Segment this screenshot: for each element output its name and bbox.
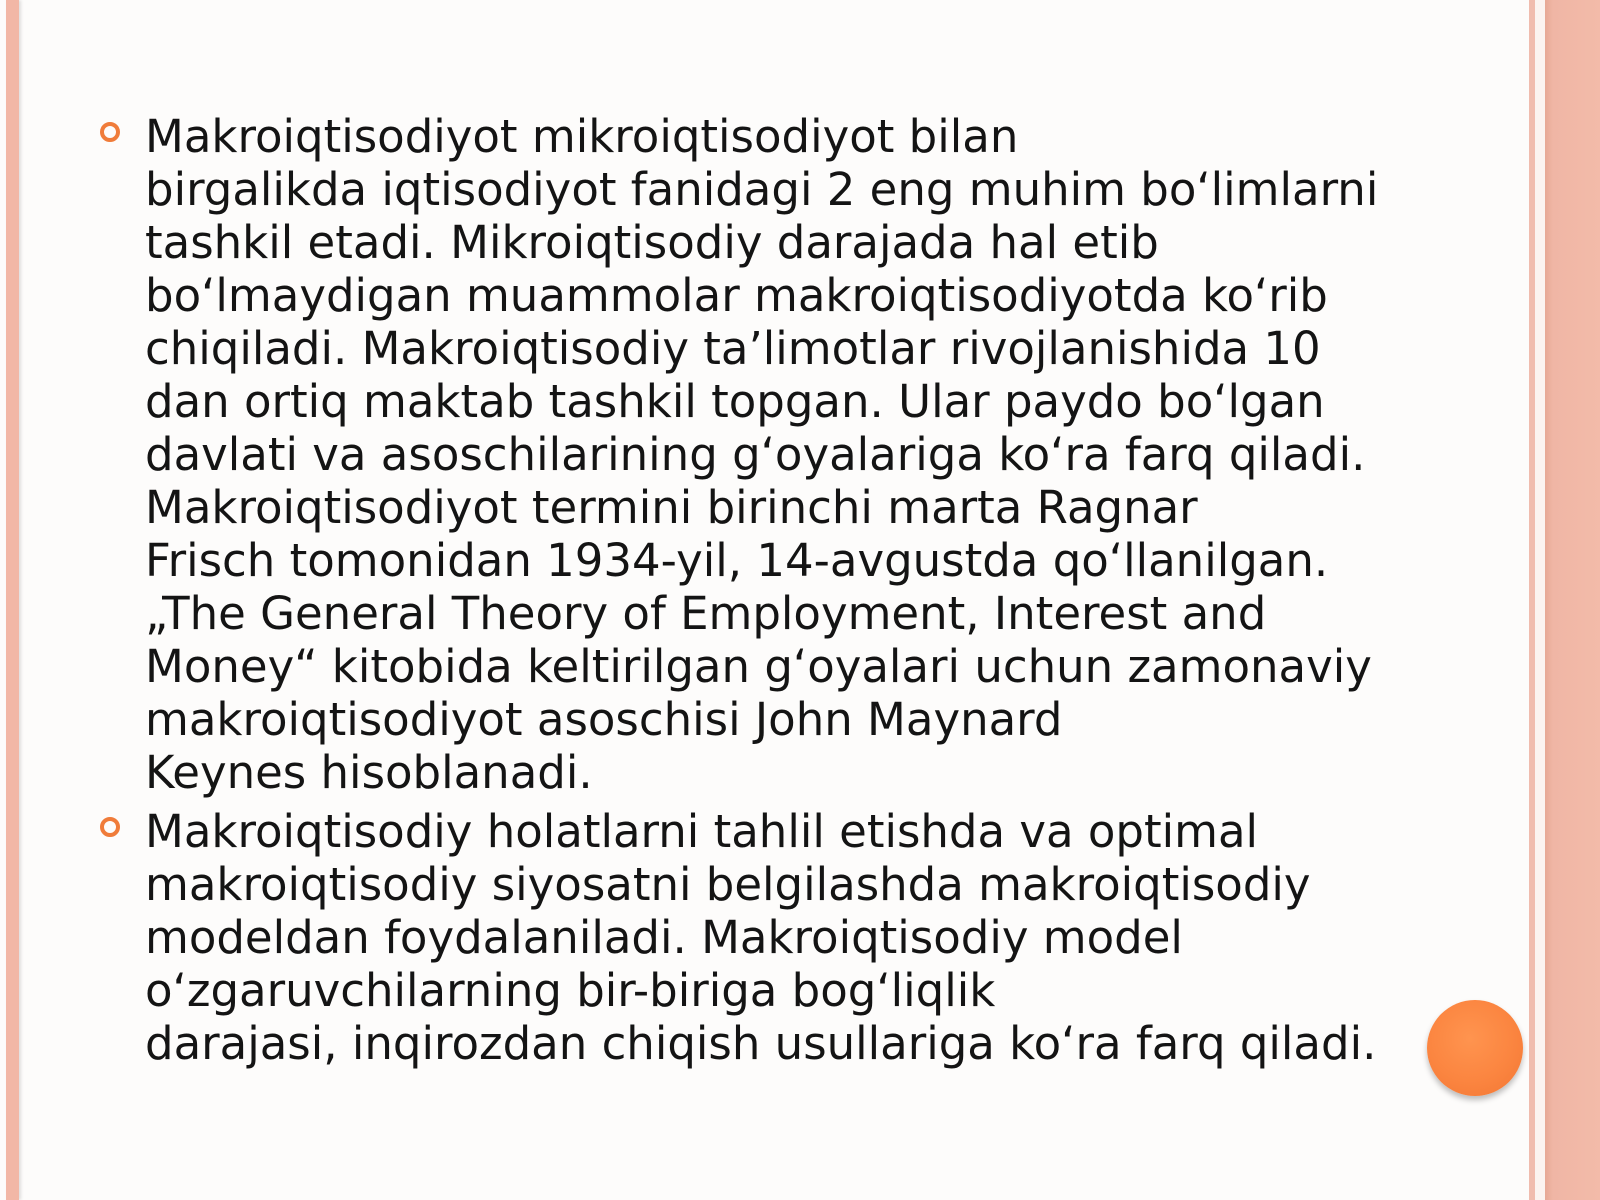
bullet-item-2 (95, 805, 1425, 1070)
bullet-text-1: Makroiqtisodiyot mikroiqtisodiyot bilan birgalikda iqtisodiyot fanidagi 2 eng muhim boʻlimlarni tashkil etadi. Mikroiqtisodiy darajada hal etib boʻlmaydigan muammolar makroiqtisodiyotda koʻrib chiqiladi. Makroiqtisodiy taʼlimotlar rivojlanishida 10 dan ortiq maktab tashkil topgan. Ular paydo boʻlgan davlati va asoschilarining gʻoyalariga koʻra farq qiladi. Makroiqtisodiyot termini birinchi marta Ragnar Frisch tomonidan 1934-yil, 14-avgustda qoʻllanilgan. „The General Theory of Employment, Interest and Money“ kitobida keltirilgan gʻoyalari uchun zamonaviy makroiqtisodiyot asoschisi John Maynard Keynes hisoblanadi. (145, 110, 1379, 799)
slide-content (95, 110, 1425, 1076)
bullet-text-2: Makroiqtisodiy holatlarni tahlil etishda va optimal makroiqtisodiy siyosatni belgilashda makroiqtisodiy modeldan foydalaniladi. Makroiqtisodiy model oʻzgaruvchilarning bir-biriga bogʻliqlik darajasi, inqirozdan chiqish usullariga koʻra farq qiladi. (145, 805, 1377, 1070)
hollow-circle-bullet-icon (100, 817, 120, 837)
slide-right-outer-border (1545, 0, 1600, 1200)
slide-right-border-gap (1535, 0, 1545, 1200)
hollow-circle-bullet-icon (100, 122, 120, 142)
bullet-item-1 (95, 110, 1425, 799)
slide-left-border (6, 0, 19, 1200)
orange-circle-decoration (1427, 1000, 1523, 1096)
